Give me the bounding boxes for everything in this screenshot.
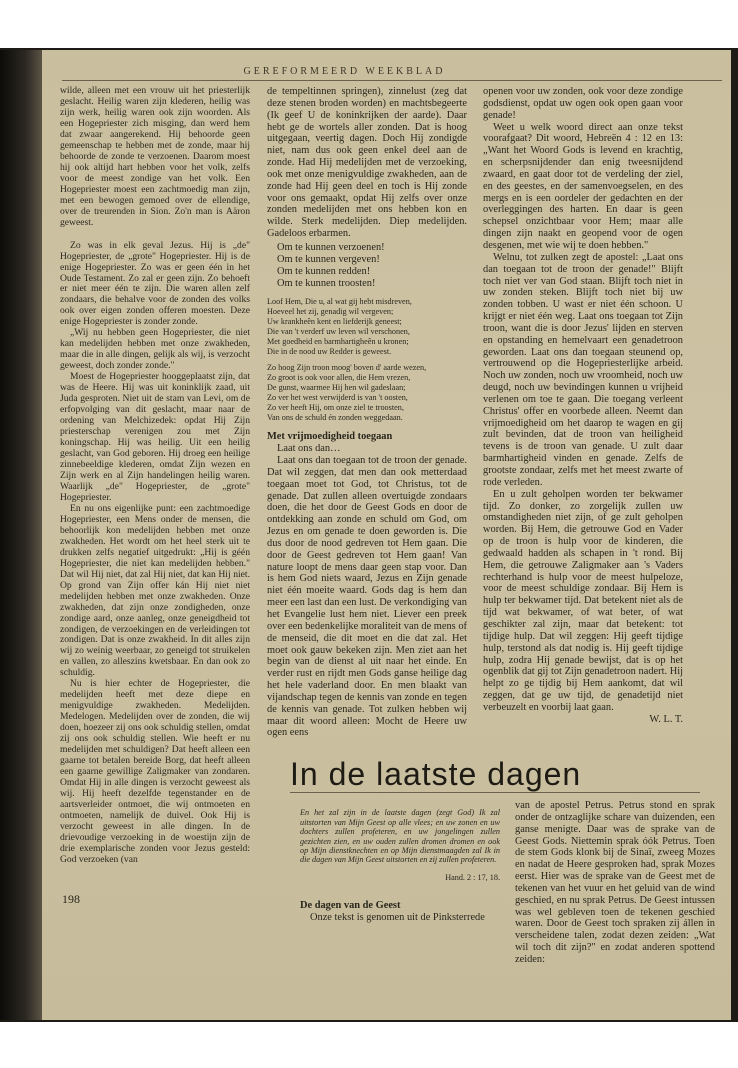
paragraph: „Wij nu hebben geen Hogepriester, die niet kan medelijden hebben met onze zwakheden, maar die in alle dingen, gelijk als wij, is verzocht geweest, doch zonder zonde." — [60, 327, 250, 372]
paragraph: Welnu, tot zulken zegt de apostel: „Laat ons dan toegaan tot de troon der genade!" Blijft toch niet ver van God staan. Blijft toch niet in uw zonden steken. Blijft toch niet bij uw zonden tobben. U wast er niet één schoon. U krijgt er niet één weg. Laat ons toegaan tot Zijn troon, want die is door Jezus' lijden en sterven en opstanding en hemelvaart een genadetroon geworden. Laat ons dan toegaan steunend op, vertrouwend op die Hogepriesterlijke arbeid. Noch uw zonden, noch uw vroomheid, noch uw deugd, noch uw bevindingen kunnen u vrijheid verlenen om toe te gaan. Die toegang verleent Christus' offer en voorbede alleen. Neemt dan vrijmoedigheid om het daarop te wagen en gij zult bevinden, dat de troon van heiligheid tevens is de troon van genade. U zult daar barmhartigheid vinden en genade. Zelfs de grootste zondaar, zelfs met het meest zwarte of rode verleden. — [483, 251, 683, 488]
paragraph: Onze tekst is genomen uit de Pinksterrede — [310, 911, 485, 923]
paragraph: van de apostel Petrus. Petrus stond en sprak onder de ontzaglijke schare van duizenden, een ganse menigte. Daar was de sprake van de Geest Gods. Niettemin sprak óók Petrus. Toen de stem Gods klonk bij de Sinaï, zweeg Mozes en nadat de Heere gesproken had, sprak Mozes eerst. Hier was de sprake van de Geest met de tekenen van het vuur en het geluid van de wind geschied, en nu sprak Petrus. De Geest intussen was wel gebleven toen de tekenen geschied waren. Door de Geest toch spraken zij állen in verscheidene talen, zodat dezen zeiden: „Wat wil toch dit zijn?" en zodat anderen spottend zeiden: — [515, 800, 715, 965]
paragraph: Nu is hier echter de Hogepriester, die medelijden heeft met deze diepe en menigvuldige zwakheden. Medelijden. Medelogen. Medelijden over de zonden, die wij doen, hoezeer zij ons ook schuldig stellen, omdat zij ons ook schuldig stellen. Wie heeft er nu medelijden met schuldigen? Dat heeft alleen een gaarne tot betalen bereide Borg, dat heeft alleen een gaarne gewillige Zaligmaker van zondaren. Omdat Hij in alle dingen is verzocht geweest als wij. Hij heeft dezelfde tegenstander en de aartsverleider ontmoet, die wij ontmoeten en ontmoeten, namelijk de duivel. Ook Hij is verzocht geweest in alle dingen. In de drievoudige verzoeking in de woestijn zijn de drie exemplarische zonden voor Jezus gesteld: God verzoeken (van — [60, 678, 250, 865]
column-2 — [267, 86, 467, 739]
hymn-line: Zo ver heeft Hij, om onze ziel te troosten, — [267, 403, 404, 413]
paragraph: Weet u welk woord direct aan onze tekst voorafgaat? Dit woord, Hebreën 4 : 12 en 13: „Want het Woord Gods is levend en krachtig, en scherpsnijdender dan enig tweesnijdend zwaard, en gaat door tot de verdeling der ziel, en des geestes, en der samenvoegselen, en des mergs en is een oordeler der gedachten en der overleggingen des harten. En daar is geen schepsel onzichtbaar voor Hem; maar alle dingen zijn naakt en geopend voor de ogen desgenen, met wie wij te doen hebben." — [483, 121, 683, 251]
poem-line: Om te kunnen verzoenen! — [277, 241, 385, 253]
epigraph-quote — [300, 800, 500, 891]
column-1 — [60, 86, 250, 866]
hymn-line: Hoeveel het zij, genadig wil vergeven; — [267, 307, 394, 317]
hymn-line: De gunst, waarmee Hij hen wil gadeslaan; — [267, 383, 406, 393]
poem-line: Om te kunnen troosten! — [277, 277, 376, 289]
quote-text: En het zal zijn in de laatste dagen (zegt God) Ik zal uitstorten van Mijn Geest op alle vlees; en uw zonen en uw dochters zullen profeteren, en uw jongelingen zullen gezichten zien, en uw ouden zullen dromen dromen en ook op Mijn dienstknechten en op Mijn dienstmaagden zal Ik in die dagen van Mijn Geest uitstorten en zij zullen profeteren. — [300, 808, 500, 865]
title-rule — [290, 792, 700, 793]
hymn-line: Zo ver het west verwijderd is van 't oosten, — [267, 393, 408, 403]
author-signature: W. L. T. — [649, 713, 683, 725]
article-title: In de laatste dagen — [290, 756, 582, 792]
paragraph: Laat ons dan toegaan tot de troon der genade. Dat wil zeggen, dat men dan ook metterdaad toegaan moet tot God, tot Christus, tot de genade. Dat zullen alleen overtuigde zondaars doen, die het door de Geest Gods en door de ontdekking aan zonde en schuld om God, om Jezus en om genade te doen geworden is. Die dus door de nood gedreven tot Hem gaan. Die door de Geest gedreven tot Hem gaan! Van nature loopt de mens daar geen stap voor. Dan is hem God niets waard, Jezus en Zijn genade niet één moeite waard. Gods dag is hem dan meer een last dan een lust. De verkondiging van het Evangelie lust hem niet. Liever een preek over een bedenkelijke moraliteit van de mens of de menseid, die dit moet en die dat zal. Het moet ook gauw bekeken zijn. Men ziet aan het begin van de dienst al uit naar het einde. En verder rust en rijdt men Gods ganse heilige dag het hele vaderland door. En men blaakt van vijandschap tegen de kennis van zonde en tegen de kennis van genade. Tot zulken hebben wij maar dit woord alleen: Mocht de Heere uw ogen eens — [267, 455, 467, 739]
hymn-line: Zo groot is ook voor allen, die Hem vrezen, — [267, 373, 411, 383]
article2-right-column — [515, 800, 715, 966]
hymn-verse-2 — [267, 363, 467, 423]
paragraph: Moest de Hogepriester hooggeplaatst zijn, dat was de Heere. Hij was uit koninklijk zaad, uit Juda gesproten. Niet uit de stam van Levi, om de erfopvolging van dit geslacht, maar naar de ordening van Melchizedek: opdat Hij Zijn priesterschap verenigen zou met Zijn koningschap. Hij was heilig. Uit een heilig geslacht, van God geboren. Hij droeg een heilige zinnebeeldige klederen, omdat Zijn wezen en Zijn werk en al Zijn handelingen heilig waren. Waarlijk „de" Hogepriester, de „grote" Hogepriester. — [60, 371, 250, 503]
hymn-line: Van ons de schuld én zonden weggedaan. — [267, 413, 403, 423]
hymn-line: Met goedheid en barmhartigheên u kronen; — [267, 337, 409, 347]
paragraph: de tempeltinnen springen), zinnelust (zeg dat deze stenen broden worden) en machtsbegeerte (Ik geef U de koninkrijken der aarde). Daar hebt ge de wortels aller zonden. Dat is hoog uitgegaan, veertig dagen. Doch Hij zondigde niet, nam dus ook geen enkel deel aan de zonde. Had Hij medelijden met de verzoeking, ook met onze menigvuldige zwakheden, aan de zonde had Hij geen deel en toch is Hij zonde voor ons gemaakt, opdat Hij zelfs over onze zonden medelijden met ons hebben kon en wilde. Sterk medelijden. Diep medelijden. Gadeloos erbarmen. — [267, 86, 467, 240]
paragraph: openen voor uw zonden, ook voor deze zondige godsdienst, opdat uw ogen ook open gaan voor genade! — [483, 86, 683, 121]
paragraph: Laat ons dan… — [277, 443, 341, 455]
paragraph: En nu ons eigenlijke punt: een zachtmoedige Hogepriester, een Mens onder de mensen, die behoorlijk kon medelijden hebben met onze zwakheden. Het wordt om het heel sterk uit te drukken zelfs negatief uitgedrukt: „Hij is géén Hogepriester, die niet kan medelijden hebben." Dat wil Hij niet, dat zal Hij niet, dat kan Hij niet. Op grond van Zijn offer kán Hij niet niet medelijden hebben met onze zwakheden. Onze zwakheden, dat zijn onze zondigheden, onze zondige aard, onze aanleg, onze geneigdheid tot zondigen, de verzoekingen en de verleidingen tot zondigen. Dat is onze zwakheid. In dit alles zijn wij zo weinig weerbaar, zo geneigd tot struikelen en vallen, zo alleszins kwetsbaar. En dan ook zo schuldig. — [60, 502, 250, 679]
running-header: GEREFORMEERD WEEKBLAD — [243, 66, 446, 77]
paragraph: Zo was in elk geval Jezus. Hij is „de" Hogepriester, de „grote" Hogepriester. Hij is de enige Hogepriester. Zo was er geen één in het Oude Testament. Zo zal er geen zijn. Zo behoeft er niet meer één te zijn. Die waren allen zelf zondaars, die behalve voor de zonden des volks ook over eigen zonden offeren moesten. Deze enige Hogepriester is zonder zonde. — [60, 239, 250, 328]
hymn-line: Die in de nood uw Redder is geweest. — [267, 347, 392, 357]
header-rule — [62, 80, 722, 81]
hymn-verse-1 — [267, 297, 467, 357]
page-number: 198 — [62, 892, 80, 906]
poem-line: Om te kunnen redden! — [277, 265, 371, 277]
book-binding — [0, 50, 42, 1020]
poem-line: Om te kunnen vergeven! — [277, 253, 380, 265]
article2-left-column — [300, 900, 500, 924]
paragraph: En u zult geholpen worden ter bekwamer tijd. Zo donker, zo zorgelijk zullen uw omstandigheden niet zijn, of ge zult geholpen worden. Bij Hem, die getrouwe God en Vader op de troon is hulp voor de kinderen, die gedwaald hadden als schapen in 't rond. Bij Hem, die getrouwe Zaligmaker aan 's Vaders rechterhand is hulp voor de meest hulpeloze, voor de meest schuldige zondaar. Bij Hem is hulp ter bekwamer tijd. Dat betekent niet als de tijd wat bekwamer, of wat beter, of wat geschikter zal zijn, maar dat betekent: tot tijdige hulp. Dat wil zeggen: Hij geeft tijdige hulp, terstond als dat nodig is. Hij geeft tijdige hulp, zodra Hij genade bewijst, dat is op het ogenblik dat gij tot Zijn genadetroon nadert. Hij helpt zo ge tijdig bij Hem aankomt, dat wil zeggen, dat ge uw tijd, de genadetijd niet verbeuzelt en voorbij laat gaan. — [483, 488, 683, 713]
column-3 — [483, 86, 683, 726]
hymn-line: Uw krankheên kent en liefderijk geneest; — [267, 317, 402, 327]
hymn-line: Die van 't verderf uw leven wil verschonen, — [267, 327, 410, 337]
paragraph: wilde, alleen met een vrouw uit het priesterlijk geslacht. Heilig waren zijn klederen, heilig was zijn werk, heilig waren ook zijn woorden. Als een Hogepriester zich misging, dan werd hem dat zwaar aangerekend. Hij behoorde geen gemeenschap te hebben met de zonde, maar hij behoorde de zonde te verzoenen. Daarom moest hij ook altijd hart hebben voor het volk, zelfs voor de meest zondige van het volk. Een Hogepriester moest een zachtmoedig man zijn, met een bewogen gemoed over de ellendige, over de treurenden in Sion. Zo'n man is Aäron geweest. — [60, 85, 250, 228]
section-subheading: Met vrijmoedigheid toegaan — [267, 431, 393, 443]
poem — [267, 242, 467, 289]
hymn-line: Loof Hem, Die u, al wat gij hebt misdreven, — [267, 297, 412, 307]
quote-reference: Hand. 2 : 17, 18. — [445, 873, 500, 882]
hymn-line: Zo hoog Zijn troon moog' boven d' aarde wezen, — [267, 363, 427, 373]
article2-subheading: De dagen van de Geest — [300, 900, 401, 911]
